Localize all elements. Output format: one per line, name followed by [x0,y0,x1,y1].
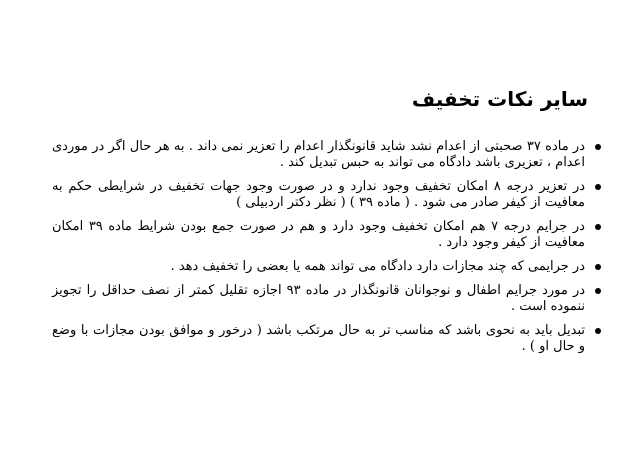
bullet-dot-icon [595,184,601,190]
bullet-text: در مورد جرایم اطفال و نوجوانان قانونگذار در ماده ۹۳ اجازه تقلیل کمتر از نصف حداقل را تجویز ننموده است . [52,283,586,314]
bullet-text: در جرایم درجه ۷ هم امکان تخفیف وجود دارد و هم در صورت جمع بودن شرایط ماده ۳۹ امکان معافیت از کیفر وجود دارد . [52,219,585,250]
bullet-text: در تعزیر درجه ۸ امکان تخفیف وجود ندارد و در صورت وجود جهات تخفیف در شرایطی حکم به معافیت از کیفر صادر می شود . ( ماده ۳۹ ) ( نظر دکتر اردبیلی ) [52,179,586,210]
bullet-dot-icon [595,288,601,294]
bullet-item [52,323,602,355]
bullet-item [52,283,602,315]
bullet-dot-icon [595,328,601,334]
bullet-item [52,219,602,251]
bullet-dot-icon [595,224,601,230]
slide-title: سایر نکات تخفیف [411,87,588,111]
bullet-item [52,139,602,171]
bullet-text: در ماده ۳۷ صحبتی از اعدام نشد شاید قانونگذار اعدام را تعزیر نمی داند . به هر حال اگر در موردی اعدام ، تعزیری باشد دادگاه می تواند به حبس تبدیل کند . [52,139,586,170]
bullet-item [52,259,602,275]
bullet-text: تبدیل باید به نحوی باشد که مناسب تر به حال مرتکب باشد ( درخور و موافق بودن مجازات با وضع و حال او ) . [52,323,585,354]
bullet-list [52,139,602,363]
bullet-text: در جرایمی که چند مجازات دارد دادگاه می تواند همه یا بعضی را تخفیف دهد . [170,259,585,274]
bullet-dot-icon [595,264,601,270]
bullet-item [52,179,602,211]
bullet-dot-icon [595,144,601,150]
